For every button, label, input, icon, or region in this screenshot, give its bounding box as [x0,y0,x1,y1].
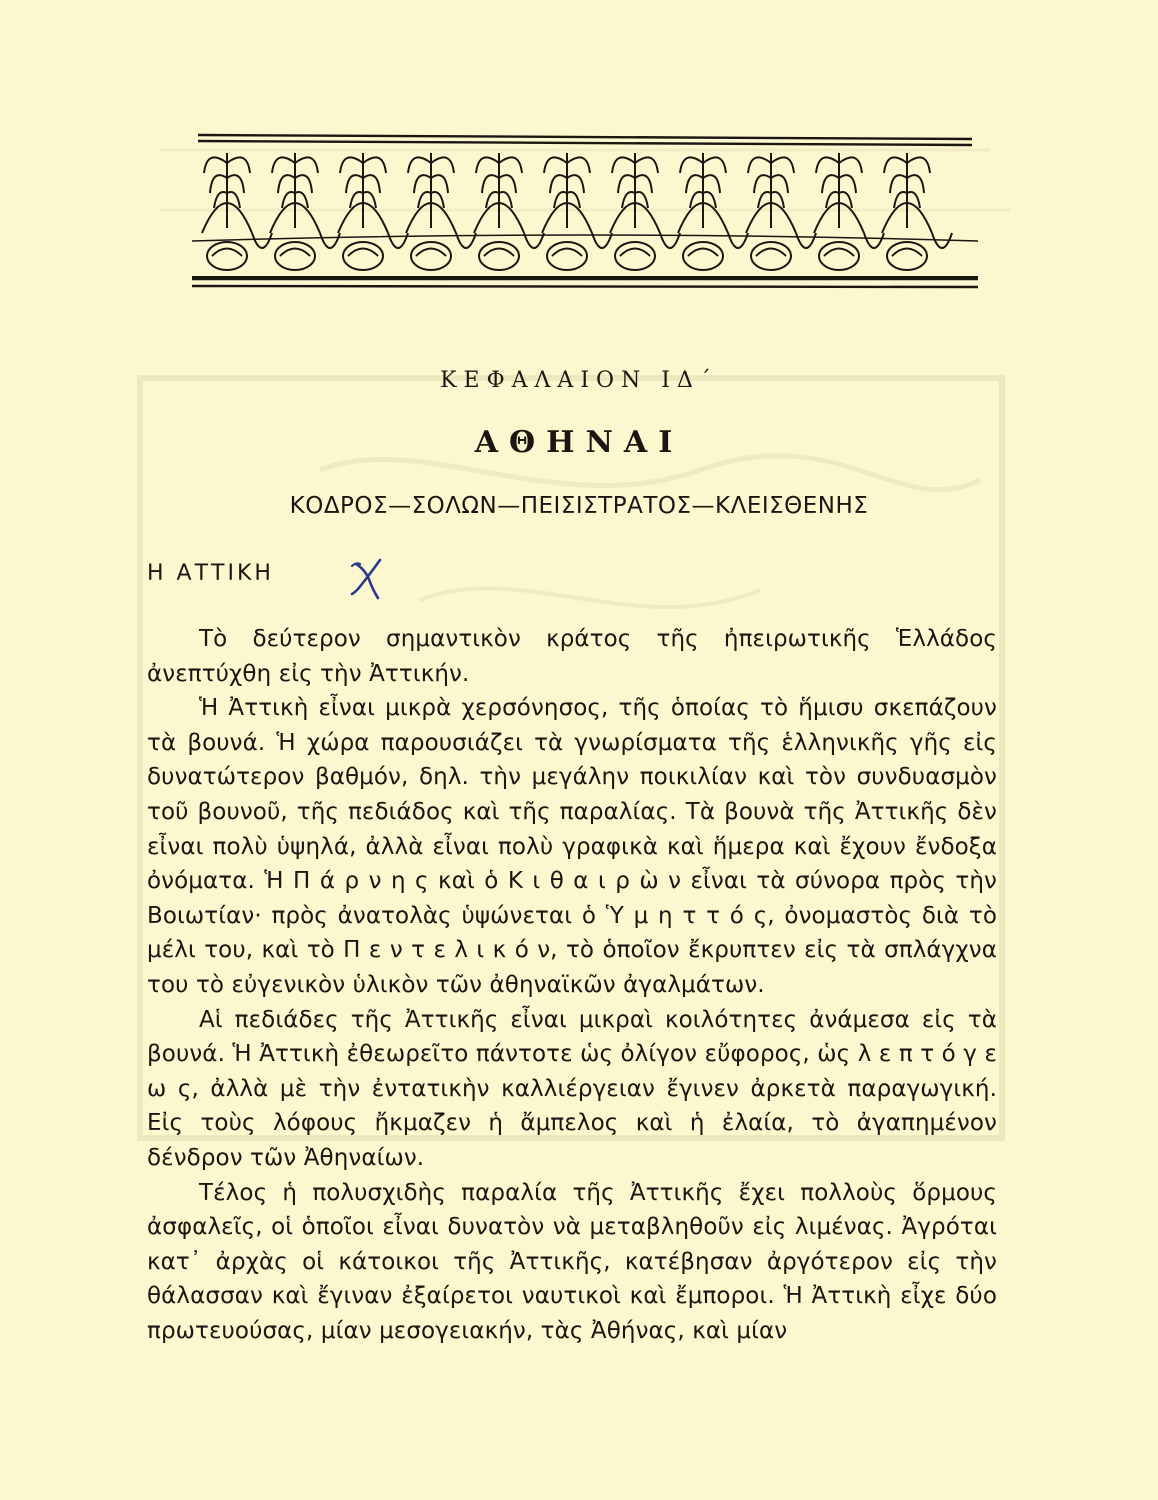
paragraph: Αἱ πεδιάδες τῆς Ἀττικῆς εἶναι μικραὶ κοιλότητες ἀνάμεσα εἰς τὰ βουνά. Ἡ Ἀττικὴ ἐθεωρεῖτο πάντοτε ὡς ὀλίγον εὔφορος, ὡς λ ε π τ ό γ ε ω ς, ἀλλὰ μὲ τὴν ἐντατικὴν καλλιέργειαν ἔγινεν ἀρκετὰ παραγωγική. Εἰς τοὺς λόφους ἤκμαζεν ἡ ἄμπελος καὶ ἡ ἐλαία, τὸ ἀγαπημένον δένδρον τῶν Ἀθηναίων. [147,1006,997,1171]
chapter-subtitle: ΚΟΔΡΟΣ—ΣΟΛΩΝ—ΠΕΙΣΙΣΤΡΑΤΟΣ—ΚΛΕΙΣΘΕΝΗΣ [289,493,869,519]
decorative-frieze [192,133,978,293]
paragraph: Ἡ Ἀττικὴ εἶναι μικρὰ χερσόνησος, τῆς ὁποίας τὸ ἥμισυ σκεπάζουν τὰ βουνά. Ἡ χώρα παρουσιάζει τὰ γνωρίσματα τῆς ἑλληνικῆς γῆς εἰς δυνατώτερον βαθμόν, δηλ. τὴν μεγάλην ποικιλίαν καὶ τὸν συνδυασμὸν τοῦ βουνοῦ, τῆς πεδιάδος καὶ τῆς παραλίας. Τὰ βουνὰ τῆς Ἀττικῆς δὲν εἶναι πολὺ ὑψηλά, ἀλλὰ εἶναι πολὺ γραφικὰ καὶ ἥμερα καὶ ἔχουν ἔνδοξα ὀνόματα. Ἡ Π ά ρ ν η ς καὶ ὁ Κ ι θ α ι ρ ὼ ν εἶναι τὰ σύνορα πρὸς τὴν Βοιωτίαν· πρὸς ἀνατολὰς ὑψώνεται ὁ Ὑ μ η τ τ ό ς, ὀνομαστὸς διὰ τὸ μέλι του, καὶ τὸ Π ε ν τ ε λ ι κ ό ν, τὸ ὁποῖον ἔκρυπτεν εἰς τὰ σπλάγχνα του τὸ εὐγενικὸν ὑλικὸν τῶν ἀθηναϊκῶν ἀγαλμάτων. [147,695,997,998]
handwritten-x-mark [348,556,388,600]
section-heading: Η ΑΤΤΙΚΗ [147,561,274,586]
paragraph: Τέλος ἡ πολυσχιδὴς παραλία τῆς Ἀττικῆς ἔχει πολλοὺς ὅρμους ἀσφαλεῖς, οἱ ὁποῖοι εἶναι δυνατὸν νὰ μεταβληθοῦν εἰς λιμένας. Ἀγρόται κατ᾿ ἀρχὰς οἱ κάτοικοι τῆς Ἀττικῆς, κατέβησαν ἀργότερον εἰς τὴν θάλασσαν καὶ ἔγιναν ἐξαίρετοι ναυτικοὶ καὶ ἔμποροι. Ἡ Ἀττικὴ εἶχε δύο πρωτευούσας, μίαν μεσογειακήν, τὰς Ἀθήνας, καὶ μίαν [147,1179,997,1344]
chapter-title: ΑΘΗΝΑΙ [474,425,684,460]
paragraph: Τὸ δεύτερον σημαντικὸν κράτος τῆς ἠπειρωτικῆς Ἑλλάδος ἀνεπτύχθη εἰς τὴν Ἀττικήν. [147,626,997,687]
body-text [147,622,997,1348]
chapter-label: ΚΕΦΑΛΑΙΟΝ ΙΔ΄ [440,368,718,393]
